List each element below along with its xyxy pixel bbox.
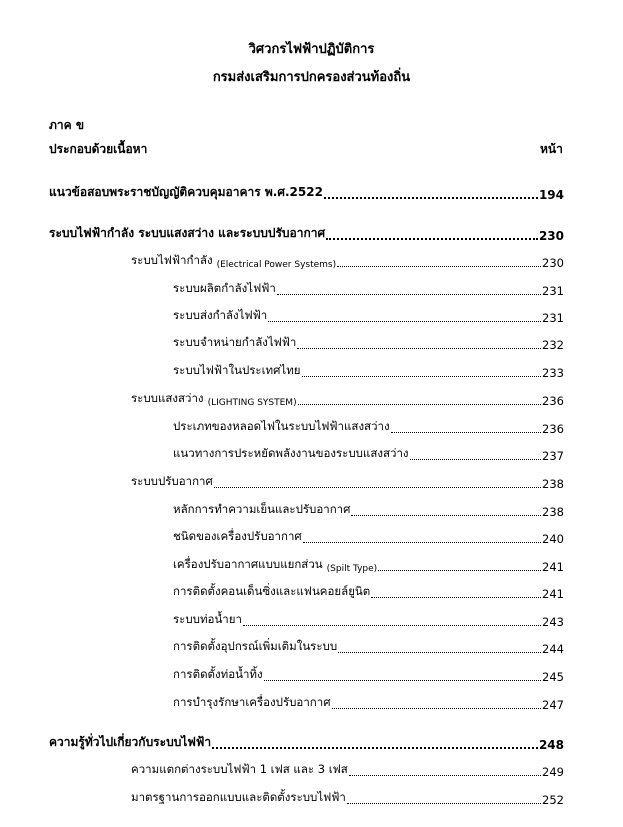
toc-entry-label: การติดตั้งอุปกรณ์เพิ่มเติมในระบบ — [173, 639, 338, 653]
leader-dots — [214, 486, 541, 488]
toc-entry-page: 241 — [542, 587, 564, 601]
toc-entry[interactable] — [173, 640, 564, 656]
toc-entry-page: 231 — [542, 284, 564, 298]
leader-dots — [337, 265, 541, 267]
toc-entry-label: ระบบท่อน้ำยา — [173, 612, 242, 626]
leader-dots — [268, 320, 541, 322]
toc-entry-label: ชนิดของเครื่องปรับอากาศ — [173, 529, 302, 543]
leader-dots — [349, 774, 541, 776]
toc-entry-label: ความแตกต่างระบบไฟฟ้า 1 เฟส และ 3 เฟส — [131, 762, 348, 776]
toc-entry[interactable] — [173, 364, 564, 380]
leader-dots — [391, 431, 541, 433]
toc-entry-label: ระบบไฟฟ้ากำลัง ระบบแสงสว่าง และระบบปรับอากาศ — [49, 226, 326, 240]
toc-entry-label: ประเภทของหลอดไฟในระบบไฟฟ้าแสงสว่าง — [173, 419, 390, 433]
toc-entry-label: ระบบส่งกำลังไฟฟ้า — [173, 308, 268, 322]
leader-dots — [303, 541, 541, 543]
leader-dots — [264, 679, 541, 681]
toc-entry-label: ระบบไฟฟ้าในประเทศไทย — [173, 363, 301, 377]
page-column-label: หน้า — [540, 142, 563, 156]
toc-entry-page: 230 — [542, 256, 564, 270]
toc-entry[interactable] — [49, 227, 564, 243]
toc-entry-label: เครื่องปรับอากาศแบบแยกส่วน — [173, 557, 323, 571]
part-label: ภาค ข — [49, 118, 85, 132]
toc-entry-label: การติดตั้งคอนเด็นซิ่งและแฟนคอยล์ยูนิต — [173, 584, 371, 598]
toc-entry-page: 240 — [542, 532, 564, 546]
toc-entry-page: 249 — [542, 765, 564, 779]
leader-dots — [277, 293, 541, 295]
leader-dots — [243, 624, 541, 626]
toc-entry-page: 238 — [542, 505, 564, 519]
toc-entry-label: ระบบผลิตกำลังไฟฟ้า — [173, 281, 276, 295]
toc-entry-label: หลักการทำความเย็นและปรับอากาศ — [173, 502, 351, 516]
toc-entry-page: 245 — [542, 670, 564, 684]
toc-entry-page: 232 — [542, 338, 564, 352]
toc-entry-label: การบำรุงรักษาเครื่องปรับอากาศ — [173, 695, 331, 709]
leader-dots — [326, 237, 538, 240]
toc-entry[interactable] — [131, 475, 564, 491]
leader-dots — [338, 651, 541, 653]
leader-dots — [297, 347, 541, 349]
toc-entry-label: ระบบจำหน่ายกำลังไฟฟ้า — [173, 335, 297, 349]
leader-dots — [410, 458, 542, 460]
document-title: วิศวกรไฟฟ้าปฏิบัติการ — [248, 42, 375, 57]
toc-entry-label: ระบบแสงสว่าง — [131, 391, 204, 405]
toc-entry[interactable] — [131, 791, 564, 807]
toc-entry[interactable] — [173, 336, 564, 352]
leader-dots — [298, 403, 541, 405]
leader-dots — [371, 596, 541, 598]
toc-entry[interactable] — [173, 282, 564, 298]
toc-entry[interactable] — [173, 696, 564, 712]
toc-entry-label: ระบบปรับอากาศ — [131, 474, 213, 488]
toc-entry[interactable] — [173, 613, 564, 629]
toc-entry-page: 238 — [542, 477, 564, 491]
toc-entry[interactable] — [173, 530, 564, 546]
toc-entry-label: การติดตั้งท่อน้ำทิ้ง — [173, 667, 263, 681]
toc-entry[interactable] — [173, 558, 564, 574]
toc-entry[interactable] — [131, 392, 564, 408]
leader-dots — [351, 514, 541, 516]
toc-entry-page: 231 — [542, 311, 564, 325]
document-subtitle: กรมส่งเสริมการปกครองส่วนท้องถิ่น — [212, 70, 411, 85]
toc-entry-label: มาตรฐานการออกแบบและติดตั้งระบบไฟฟ้า — [131, 790, 346, 804]
toc-entry[interactable] — [49, 736, 564, 752]
toc-entry-page: 233 — [542, 366, 564, 380]
toc-entry-page: 241 — [542, 560, 564, 574]
leader-dots — [347, 802, 541, 804]
contents-label: ประกอบด้วยเนื้อหา — [49, 142, 148, 156]
leader-dots — [212, 746, 538, 749]
toc-entry-label: ระบบไฟฟ้ากำลัง — [131, 253, 213, 267]
toc-entry-page: 247 — [542, 698, 564, 712]
toc-entry-page: 236 — [542, 394, 564, 408]
toc-entry-page: 237 — [542, 449, 564, 463]
toc-entry-page: 243 — [542, 615, 564, 629]
toc-entry[interactable] — [173, 503, 564, 519]
toc-entry[interactable] — [131, 763, 564, 779]
toc-entry-page: 194 — [538, 188, 564, 202]
toc-entry-page: 252 — [542, 793, 564, 807]
toc-entry[interactable] — [173, 420, 564, 436]
leader-dots — [302, 375, 542, 377]
toc-entry[interactable] — [49, 186, 564, 202]
toc-entry-page: 248 — [538, 738, 564, 752]
toc-entry-page: 230 — [538, 229, 564, 243]
toc-entry[interactable] — [173, 447, 564, 463]
toc-entry[interactable] — [173, 668, 564, 684]
toc-entry-page: 244 — [542, 642, 564, 656]
leader-dots — [378, 569, 541, 571]
toc-entry[interactable] — [173, 585, 564, 601]
toc-entry[interactable] — [173, 309, 564, 325]
toc-entry-note: (Spilt Type) — [326, 564, 378, 574]
leader-dots — [332, 707, 542, 709]
toc-entry-label: แนวข้อสอบพระราชบัญญัติควบคุมอาคาร พ.ศ.2522 — [49, 185, 323, 199]
toc-entry[interactable] — [131, 254, 564, 270]
toc-entry-label: ความรู้ทั่วไปเกี่ยวกับระบบไฟฟ้า — [49, 735, 212, 749]
leader-dots — [324, 196, 538, 199]
toc-entry-label: แนวทางการประหยัดพลังงานของระบบแสงสว่าง — [173, 446, 409, 460]
toc-entry-page: 236 — [542, 422, 564, 436]
toc-entry-note: (LIGHTING SYSTEM) — [207, 398, 297, 408]
toc-entry-note: (Electrical Power Systems) — [216, 260, 337, 270]
